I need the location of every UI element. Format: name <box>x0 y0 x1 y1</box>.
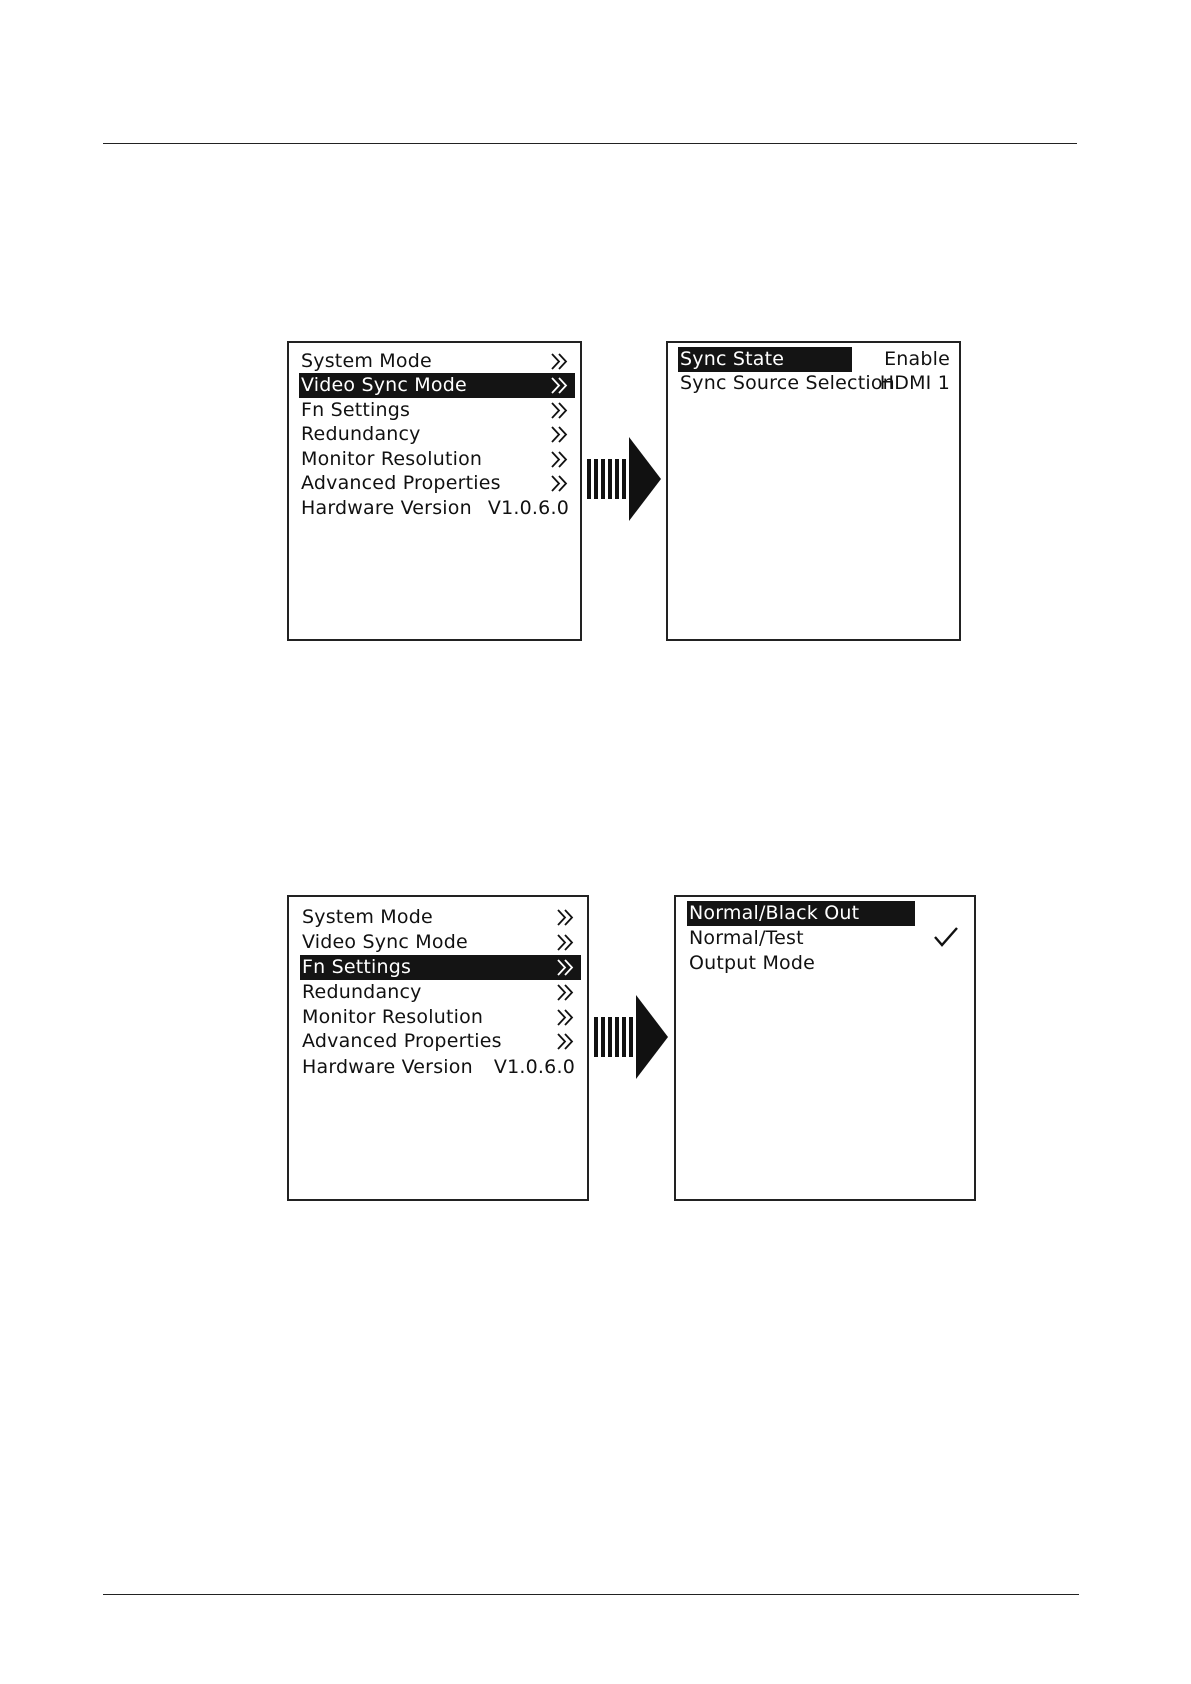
menu-item-hardware-version[interactable] <box>299 496 575 521</box>
double-chevron-icon <box>555 1008 577 1027</box>
double-chevron-icon <box>549 474 571 493</box>
double-chevron-icon <box>555 908 577 927</box>
sync-state-value-text: Enable <box>884 348 950 370</box>
double-chevron-icon <box>549 401 571 420</box>
double-chevron-icon <box>555 983 577 1002</box>
menu-item-label: Advanced Properties <box>302 1030 502 1052</box>
double-chevron-icon <box>555 1032 577 1051</box>
menu-item-label: Monitor Resolution <box>301 448 483 470</box>
menu-item-label: Normal/Black Out <box>689 902 860 924</box>
menu-item-system-mode[interactable] <box>300 905 581 930</box>
menu-item-label: Advanced Properties <box>301 472 501 494</box>
menu-item-label: Hardware Version <box>301 497 472 519</box>
fn-settings-screen <box>674 895 976 1201</box>
menu-item-fn-settings[interactable] <box>300 955 581 980</box>
menu-item-system-mode[interactable] <box>299 349 575 374</box>
menu-item-normal-test[interactable] <box>687 926 917 951</box>
menu-item-advanced-properties[interactable] <box>299 471 575 496</box>
menu-item-video-sync-mode[interactable] <box>300 930 581 955</box>
menu-item-monitor-resolution[interactable] <box>300 1005 581 1030</box>
menu-item-label: System Mode <box>301 350 432 372</box>
menu-item-label: Fn Settings <box>301 399 411 421</box>
right-arrow-icon <box>594 995 668 1079</box>
menu-item-label: Video Sync Mode <box>301 374 467 396</box>
menu-item-sync-source-selection[interactable] <box>678 371 956 396</box>
sync-source-value: HDMI 1 <box>879 372 950 394</box>
video-sync-mode-screen <box>666 341 961 641</box>
menu-item-label: System Mode <box>302 906 433 928</box>
menu-item-label: Sync State <box>680 348 785 370</box>
menu-item-sync-state[interactable] <box>678 347 852 372</box>
header-rule <box>103 143 1077 144</box>
menu-item-redundancy[interactable] <box>300 980 581 1005</box>
double-chevron-icon <box>549 425 571 444</box>
menu-item-normal-black-out[interactable] <box>687 901 915 926</box>
sync-state-value[interactable] <box>858 347 950 372</box>
menu-item-label: Video Sync Mode <box>302 931 468 953</box>
menu-item-label: Monitor Resolution <box>302 1006 484 1028</box>
menu-item-monitor-resolution[interactable] <box>299 447 575 472</box>
menu-item-label: Fn Settings <box>302 956 412 978</box>
menu-item-advanced-properties[interactable] <box>300 1029 581 1054</box>
double-chevron-icon <box>549 450 571 469</box>
double-chevron-icon <box>549 376 571 395</box>
main-menu-screen-2 <box>287 895 589 1201</box>
menu-item-output-mode[interactable] <box>687 951 917 976</box>
double-chevron-icon <box>555 933 577 952</box>
hardware-version-value: V1.0.6.0 <box>493 1056 575 1078</box>
menu-item-fn-settings[interactable] <box>299 398 575 423</box>
checkmark-icon <box>932 925 960 949</box>
footer-rule <box>103 1594 1079 1595</box>
main-menu-screen <box>287 341 582 641</box>
menu-item-video-sync-mode[interactable] <box>299 373 575 398</box>
menu-item-label: Output Mode <box>689 952 816 974</box>
double-chevron-icon <box>555 958 577 977</box>
menu-item-redundancy[interactable] <box>299 422 575 447</box>
double-chevron-icon <box>549 352 571 371</box>
menu-item-label: Sync Source Selection <box>680 372 895 394</box>
menu-item-hardware-version[interactable] <box>300 1055 581 1080</box>
menu-item-label: Redundancy <box>301 423 421 445</box>
menu-item-label: Redundancy <box>302 981 422 1003</box>
right-arrow-icon <box>587 437 661 521</box>
hardware-version-value: V1.0.6.0 <box>487 497 569 519</box>
menu-item-label: Normal/Test <box>689 927 804 949</box>
menu-item-label: Hardware Version <box>302 1056 473 1078</box>
